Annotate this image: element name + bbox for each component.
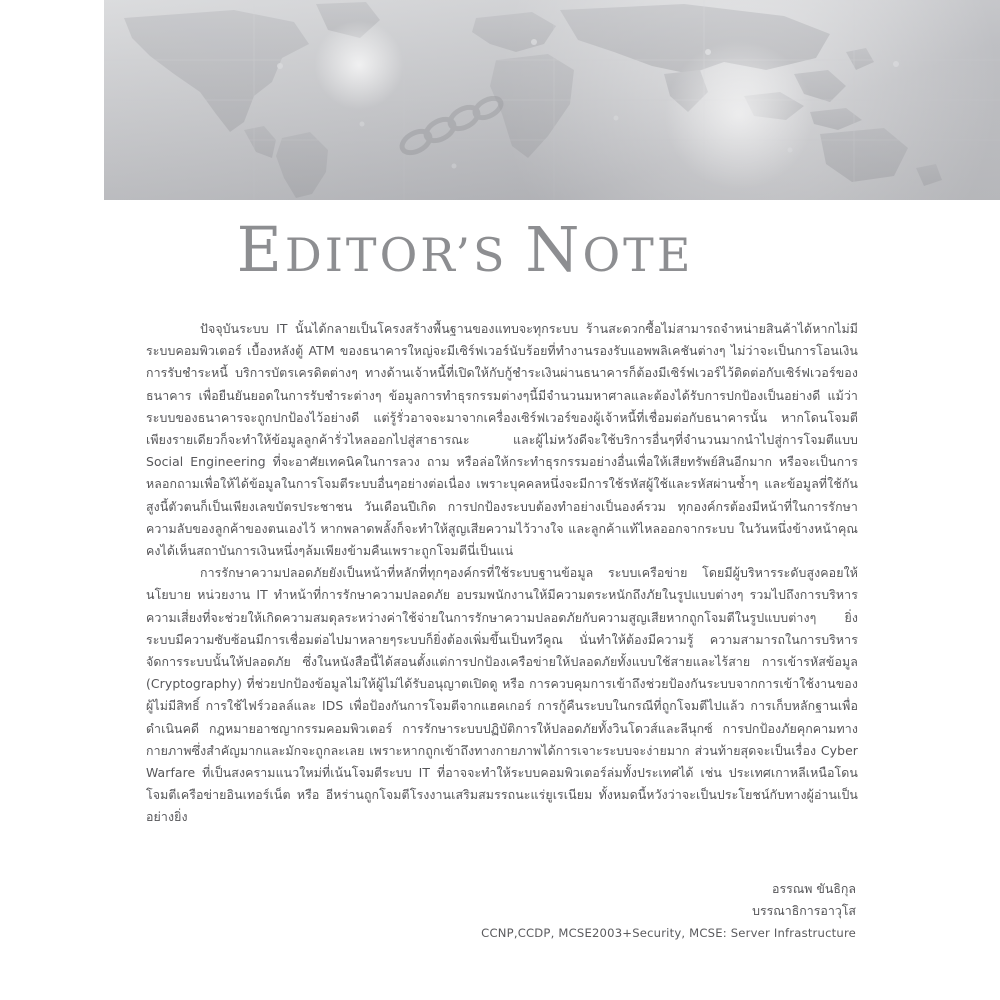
left-gutter <box>0 0 104 200</box>
banner-glow-2 <box>314 20 404 110</box>
paragraph-1: ปัจจุบันระบบ IT นั้นได้กลายเป็นโครงสร้างพื้นฐานของแทบจะทุกระบบ ร้านสะดวกซื้อไม่สามารถจำหน่ายสินค้าได้หากไม่มีระบบคอมพิวเตอร์ เบื้องหลังตู้ ATM ของธนาคารใหญ่จะมีเซิร์ฟเวอร์นับร้อยที่ทำงานรองรับแอพพลิเคชันต่างๆ ไม่ว่าจะเป็นการโอนเงิน การรับชำระหนี้ บริการบัตรเครดิตต่างๆ ทางด้านเจ้าหนี้ที่เปิดให้กับกู้ชำระเงินผ่านธนาคารก็ต้องมีเซิร์ฟเวอร์ไว้ติดต่อกับเซิร์ฟเวอร์ของธนาคาร เพื่อยืนยันยอดในการรับชำระต่างๆ ข้อมูลการทำธุรกรรมต่างๆนี้มีจำนวนมหาศาลและต้องได้รับการปกป้องเป็นอย่างดี แม้ว่าระบบของธนาคารจะถูกปกป้องไว้อย่างดี แต่รู้รั่วอาจจะมาจากเครื่องเซิร์ฟเวอร์ของผู้เจ้าหนี้ที่เชื่อมต่อกับธนาคารนั้น หากโดนโจมตีเพียงรายเดียวก็จะทำให้ข้อมูลลูกค้ารั่วไหลออกไปสู่สาธารณะ และผู้ไม่หวังดีจะใช้บริการอื่นๆที่จำนวนมากนำไปสู่การโจมตีแบบ Social Engineering ที่จะอาศัยเทคนิคในการลวง ถาม หรือล่อให้กระทำธุรกรรมอย่างอื่นเพื่อให้เสียทรัพย์สินอีกมาก หรือจะเป็นการหลอกถามเพื่อให้ได้ข้อมูลในการโจมตีระบบอื่นๆอย่างต่อเนื่อง เพราะบุคคลหนึ่งจะมีการใช้รหัสผู้ใช้และรหัสผ่านซ้ำๆ และข้อมูลที่ใช้กันสูงนี้ตัวตนก็เป็นเพียงเลขบัตรประชาชน วันเดือนปีเกิด การปกป้องระบบต้องทำอย่างเป็นองค์รวม ทุกองค์กรต้องมีหน้าที่ในการรักษาความลับของลูกค้าของตนเองไว้ หากพลาดพลั้งก็จะทำให้สูญเสียความไว้วางใจ และลูกค้าแท้ไหลออกจากระบบ ในวันหนึ่งข้างหน้าคุณคงได้เห็นสถาบันการเงินหนึ่งๆล้มเพียงข้ามคืนเพราะถูกโจมตีนี่เป็นแน่ <box>146 321 858 559</box>
page-title-s: S <box>473 228 508 282</box>
page-title <box>0 213 1000 286</box>
chain-icon <box>394 96 524 166</box>
author-name: อรรณพ ขันธิกุล <box>772 881 856 896</box>
paragraph-2: การรักษาความปลอดภัยยังเป็นหน้าที่หลักที่ทุกๆองค์กรที่ใช้ระบบฐานข้อมูล ระบบเครือข่าย โดยมีผู้บริหารระดับสูงคอยให้นโยบาย หน่วยงาน IT ทำหน้าที่การรักษาความปลอดภัย อบรมพนักงานให้มีความตระหนักถึงภัยในรูปแบบต่างๆ รวมไปถึงการบริหารความเสี่ยงที่จะช่วยให้เกิดความสมดุลระหว่างค่าใช้จ่ายในการรักษาความปลอดภัยกับความสูญเสียหากถูกโจมตีในรูปแบบต่างๆ ยิ่งระบบมีความซับซ้อนมีการเชื่อมต่อไปมาหลายๆระบบก็ยิ่งต้องเพิ่มขึ้นเป็นทวีคูณ นั่นทำให้ต้องมีความรู้ ความสามารถในการบริหารจัดการระบบนั้นให้ปลอดภัย ซึ่งในหนังสือนี้ได้สอนตั้งแต่การปกป้องเครือข่ายให้ปลอดภัยทั้งแบบใช้สายและไร้สาย การเข้ารหัสข้อมูล (Cryptography) ที่ช่วยปกป้องข้อมูลไม่ให้ผู้ไม่ได้รับอนุญาตเปิดดู หรือ การควบคุมการเข้าถึงช่วยป้องกันระบบจากการเข้าใช้งานของผู้ไม่มีสิทธิ์ การใช้ไฟร์วอลล์และ IDS เพื่อป้องกันการโจมตีจากแฮคเกอร์ การกู้คืนระบบในกรณีที่ถูกโจมตีไปแล้ว การเก็บหลักฐานเพื่อดำเนินคดี กฎหมายอาชญากรรมคอมพิวเตอร์ การรักษาระบบปฏิบัติการให้ปลอดภัยทั้งวินโดวส์และลีนุกซ์ การปกป้องภัยคุกคามทางกายภาพซึ่งสำคัญมากและมักจะถูกละเลย เพราะหากถูกเข้าถึงทางกายภาพได้การเจาะระบบจะง่ายมาก ส่วนท้ายสุดจะเป็นเรื่อง Cyber Warfare ที่เป็นสงครามแนวใหม่ที่เน้นโจมตีระบบ IT ที่อาจจะทำให้ระบบคอมพิวเตอร์ล่มทั้งประเทศได้ เช่น ประเทศเกาหลีเหนือโดนโจมตีเครือข่ายอินเทอร์เน็ต หรือ อีหร่านถูกโจมตีโรงงานเสริมสมรรถนะแร่ยูเรเนียม ทั้งหมดนี้หวังว่าจะเป็นประโยชน์กับทางผู้อ่านเป็นอย่างยิ่ง <box>146 565 858 825</box>
banner-glow <box>664 40 814 190</box>
signature-block <box>336 878 856 944</box>
editors-note-body <box>146 318 858 829</box>
world-map-illustration <box>104 0 1000 200</box>
world-map-banner <box>104 0 1000 200</box>
author-role: บรรณาธิการอาวุโส <box>752 903 856 918</box>
page-title-editor: DITOR <box>284 228 456 282</box>
page-title-note-initial: N <box>525 213 583 286</box>
page-title-apostrophe: ’ <box>455 228 474 282</box>
page-title-initial: E <box>236 213 285 286</box>
page-title-note-rest: OTE <box>582 228 694 282</box>
author-credentials: CCNP,CCDP, MCSE2003+Security, MCSE: Server Infrastructure <box>481 926 856 940</box>
